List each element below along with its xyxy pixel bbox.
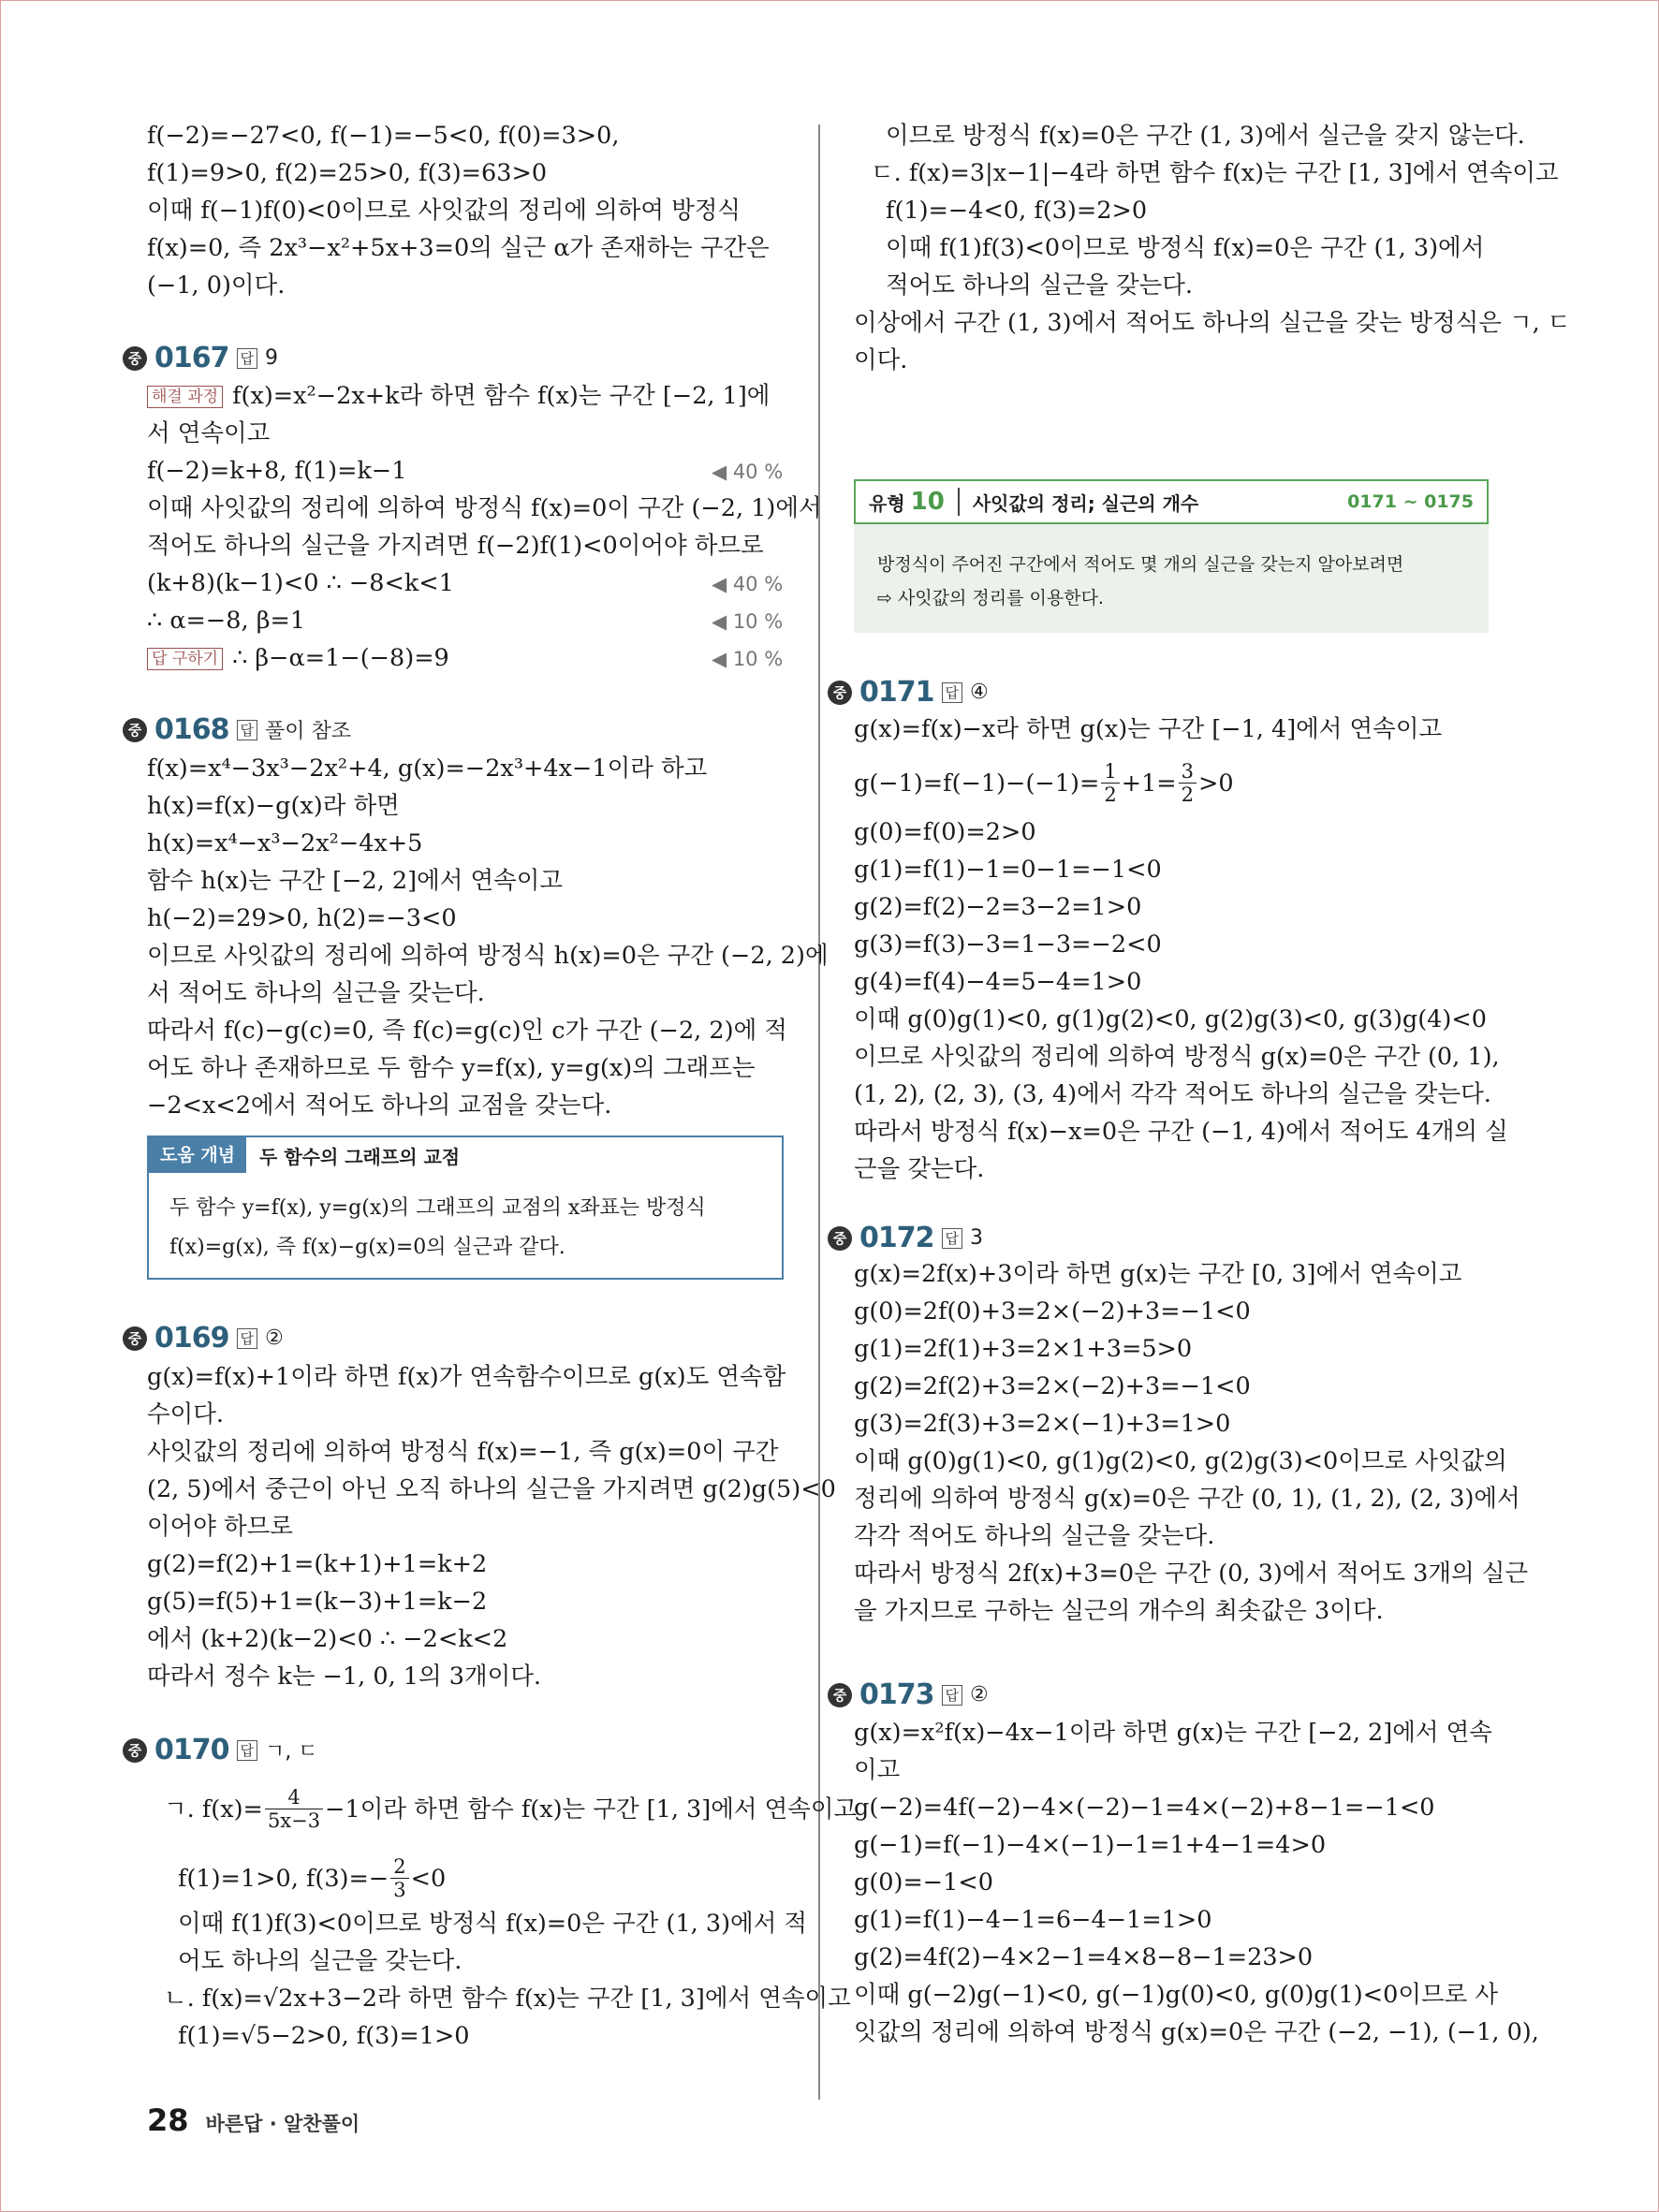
solution-line [164,1786,857,1832]
problem-number: 0168 [154,713,229,746]
solution-line: 이때 g(0)g(1)<0, g(1)g(2)<0, g(2)g(3)<0, g(3)g(4)<0 [854,1005,1487,1033]
difficulty-badge: 중 [123,1738,147,1763]
solution-line: 근을 갖는다. [854,1155,985,1183]
answer-value: 풀이 참조 [265,720,352,743]
solution-line: g(5)=f(5)+1=(k−3)+1=k−2 [147,1588,488,1616]
solution-line: (1, 2), (2, 3), (3, 4)에서 각각 적어도 하나의 실근을 갖는다. [854,1080,1491,1108]
solution-line: 을 가지므로 구하는 실근의 개수의 최솟값은 3이다. [854,1597,1384,1625]
answer-value: ④ [970,681,989,704]
answer-tag: 답 [942,1228,963,1249]
solution-line: h(x)=x⁴−x³−2x²−4x+5 [147,829,423,857]
problem-number: 0169 [154,1322,229,1355]
solution-text: >0 [1198,769,1234,798]
solution-line: g(3)=f(3)−3=1−3=−2<0 [854,930,1162,959]
solution-line: 따라서 방정식 2f(x)+3=0은 구간 (0, 3)에서 적어도 3개의 실근 [854,1560,1529,1588]
solution-text: ∴ β−α=1−(−8)=9 [232,644,449,672]
answer-value: ② [970,1683,989,1707]
solution-text: −1이라 하면 함수 f(x)는 구간 [1, 3]에서 연속이고 [325,1795,858,1824]
fraction-denominator: 3 [390,1878,408,1901]
solution-line: g(2)=2f(2)+3=2×(−2)+3=−1<0 [854,1372,1251,1400]
page-number: 28 [147,2102,189,2138]
solution-line: 이때 g(−2)g(−1)<0, g(−1)g(0)<0, g(0)g(1)<0이므로 사 [854,1981,1498,2009]
solution-line: h(x)=f(x)−g(x)라 하면 [147,792,400,820]
answer-tag: 답 [942,682,963,703]
answer-tag: 답 [942,1685,963,1706]
solution-line: 이때 g(0)g(1)<0, g(1)g(2)<0, g(2)g(3)<0이므로 사잇값의 [854,1447,1507,1475]
solution-line: g(x)=2f(x)+3이라 하면 g(x)는 구간 [0, 3]에서 연속이고 [854,1260,1462,1288]
fraction-denominator: 2 [1179,783,1197,806]
difficulty-badge: 중 [123,1326,147,1351]
problem-0171-header [828,676,989,709]
type-title: 사잇값의 정리; 실근의 개수 [972,491,1199,515]
solution-line: 이때 f(1)f(3)<0이므로 방정식 f(x)=0은 구간 (1, 3)에서 적 [178,1910,808,1938]
solution-line: 이고 [854,1756,901,1784]
score-percent: ◀ 10 % [712,610,784,633]
solution-line: g(x)=x²f(x)−4x−1이라 하면 g(x)는 구간 [−2, 2]에서 연속 [854,1719,1492,1747]
solution-line: 서 적어도 하나의 실근을 갖는다. [147,979,485,1007]
answer-tag: 답 [237,1740,258,1761]
solution-line: −2<x<2에서 적어도 하나의 교점을 갖는다. [147,1091,612,1120]
solution-text: +1= [1121,769,1177,798]
solution-line: 이어야 하므로 [147,1513,293,1541]
solution-line: g(−2)=4f(−2)−4×(−2)−1=4×(−2)+8−1=−1<0 [854,1794,1435,1822]
solution-line [178,1855,446,1901]
type-range: 0171 ~ 0175 [1347,491,1474,512]
difficulty-badge: 중 [828,1226,852,1251]
fraction-numerator: 1 [1104,760,1117,783]
solution-text: f(1)=1>0, f(3)=− [178,1864,389,1893]
solution-line: g(0)=−1<0 [854,1868,993,1897]
solution-text: f(x)=x²−2x+k라 하면 함수 f(x)는 구간 [−2, 1]에 [232,382,771,410]
concept-line: 두 함수 y=f(x), y=g(x)의 그래프의 교점의 x좌표는 방정식 [169,1196,706,1220]
type-section-box [854,479,1489,633]
solution-line: g(0)=2f(0)+3=2×(−2)+3=−1<0 [854,1297,1251,1326]
solution-line: f(−2)=k+8, f(1)=k−1 [147,457,407,485]
score-percent: ◀ 40 % [712,573,784,595]
solution-line: g(4)=f(4)−4=5−4=1>0 [854,968,1142,996]
solution-line: 따라서 방정식 f(x)−x=0은 구간 (−1, 4)에서 적어도 4개의 실 [854,1118,1508,1146]
solution-line: h(−2)=29>0, h(2)=−3<0 [147,904,457,932]
solution-line: 적어도 하나의 실근을 가지려면 f(−2)f(1)<0이어야 하므로 [147,532,764,560]
solution-line: 따라서 정수 k는 −1, 0, 1의 3개이다. [147,1663,541,1691]
fraction-denominator: 2 [1101,783,1119,806]
solution-line: 이다. [854,346,908,374]
fraction [1101,760,1119,806]
answer-value: 3 [970,1226,983,1250]
fraction-denominator: 5x−3 [265,1809,323,1832]
type-description: 방정식이 주어진 구간에서 적어도 몇 개의 실근을 갖는지 알아보려면 [877,554,1404,575]
solution-line: 이상에서 구간 (1, 3)에서 적어도 하나의 실근을 갖는 방정식은 ㄱ, ㄷ [854,309,1571,337]
solution-line: g(x)=f(x)−x라 하면 g(x)는 구간 [−1, 4]에서 연속이고 [854,715,1443,743]
solution-line: g(x)=f(x)+1이라 하면 f(x)가 연속함수이므로 g(x)도 연속함 [147,1363,786,1391]
problem-number: 0172 [859,1222,934,1254]
solution-line: 적어도 하나의 실근을 갖는다. [886,271,1194,300]
solution-line: 이때 f(1)f(3)<0이므로 방정식 f(x)=0은 구간 (1, 3)에서 [886,234,1485,262]
solution-line: 이므로 방정식 f(x)=0은 구간 (1, 3)에서 실근을 갖지 않는다. [886,122,1525,150]
help-concept-box [147,1135,784,1280]
answer-tag: 답 [237,1328,258,1349]
solution-line: ㄷ. f(x)=3|x−1|−4라 하면 함수 f(x)는 구간 [1, 3]에서 연속이고 [871,159,1559,187]
solution-line: 사잇값의 정리에 의하여 방정식 f(x)=−1, 즉 g(x)=0이 구간 [147,1438,779,1466]
solution-line: 이므로 사잇값의 정리에 의하여 방정식 g(x)=0은 구간 (0, 1), [854,1043,1500,1071]
solution-line: g(1)=2f(1)+3=2×1+3=5>0 [854,1335,1193,1363]
answer-value: 9 [265,346,278,370]
solution-line: g(0)=f(0)=2>0 [854,818,1036,846]
solution-line: (k+8)(k−1)<0 ∴ −8<k<1 [147,569,454,597]
concept-header [149,1137,460,1173]
fraction [390,1855,408,1901]
solution-line: 이때 사잇값의 정리에 의하여 방정식 f(x)=0이 구간 (−2, 1)에서 [147,494,822,522]
problem-number: 0171 [859,676,934,709]
solution-line [147,642,449,674]
solution-line: 함수 h(x)는 구간 [−2, 2]에서 연속이고 [147,867,564,895]
intro-line: f(1)=9>0, f(2)=25>0, f(3)=63>0 [147,159,548,187]
solution-line: f(x)=x⁴−3x³−2x²+4, g(x)=−2x³+4x−1이라 하고 [147,754,708,783]
type-number: 10 [910,488,945,516]
type-header [854,479,1489,524]
solution-line: 어도 하나의 실근을 갖는다. [178,1947,462,1975]
problem-0167-header [123,342,278,374]
solution-line: 에서 (k+2)(k−2)<0 ∴ −2<k<2 [147,1625,508,1653]
intro-line: (−1, 0)이다. [147,271,286,300]
solution-line: 수이다. [147,1400,225,1428]
fraction-numerator: 3 [1181,760,1195,783]
solution-line [854,760,1234,806]
score-percent: ◀ 40 % [712,461,784,483]
intro-line: 이때 f(−1)f(0)<0이므로 사잇값의 정리에 의하여 방정식 [147,197,741,225]
solution-line: g(3)=2f(3)+3=2×(−1)+3=1>0 [854,1410,1231,1438]
problem-0168-header [123,713,351,746]
solution-line: 각각 적어도 하나의 실근을 갖는다. [854,1522,1215,1550]
type-description: ⇨ 사잇값의 정리를 이용한다. [877,588,1104,608]
solution-line: 어도 하나 존재하므로 두 함수 y=f(x), y=g(x)의 그래프는 [147,1054,756,1082]
difficulty-badge: 중 [828,681,852,705]
solution-line [147,380,770,412]
solution-line: 잇값의 정리에 의하여 방정식 g(x)=0은 구간 (−2, −1), (−1, 0), [854,2018,1539,2046]
answer-tag: 답 [237,348,258,369]
solution-line: ∴ α=−8, β=1 [147,607,306,635]
solution-text: ㄱ. f(x)= [164,1795,263,1824]
concept-title: 두 함수의 그래프의 교점 [259,1145,461,1168]
solution-text: <0 [410,1864,447,1893]
book-title: 바른답 · 알찬풀이 [205,2113,360,2135]
step-tag: 해결 과정 [147,386,223,408]
difficulty-badge: 중 [123,346,147,371]
problem-0173-header [828,1678,989,1711]
page-footer [147,2102,360,2138]
intro-line: f(x)=0, 즉 2x³−x²+5x+3=0의 실근 α가 존재하는 구간은 [147,234,770,262]
solution-line: g(2)=f(2)−2=3−2=1>0 [854,893,1142,921]
problem-number: 0170 [154,1734,229,1766]
solution-line: g(2)=4f(2)−4×2−1=4×8−8−1=23>0 [854,1943,1314,1971]
answer-value: ② [265,1326,284,1350]
concept-label: 도움 개념 [149,1137,246,1173]
step-tag: 답 구하기 [147,648,223,670]
fraction-numerator: 2 [393,1855,406,1878]
problem-0172-header [828,1222,983,1254]
intro-line: f(−2)=−27<0, f(−1)=−5<0, f(0)=3>0, [147,122,620,150]
solution-line: f(1)=√5−2>0, f(3)=1>0 [178,2022,470,2050]
difficulty-badge: 중 [123,718,147,742]
problem-0170-header [123,1734,318,1766]
solution-line: f(1)=−4<0, f(3)=2>0 [886,197,1148,225]
answer-value: ㄱ, ㄷ [265,1740,318,1764]
fraction-numerator: 4 [287,1786,301,1809]
difficulty-badge: 중 [828,1683,852,1707]
solution-line: 따라서 f(c)−g(c)=0, 즉 f(c)=g(c)인 c가 구간 (−2, 2)에 적 [147,1017,787,1045]
problem-0169-header [123,1322,284,1355]
solution-line: ㄴ. f(x)=√2x+3−2라 하면 함수 f(x)는 구간 [1, 3]에서 연속이고 [164,1985,851,2013]
fraction [265,1786,323,1832]
solution-text: g(−1)=f(−1)−(−1)= [854,769,1100,798]
problem-number: 0167 [154,342,229,374]
solution-line: g(2)=f(2)+1=(k+1)+1=k+2 [147,1550,488,1578]
solution-line: 서 연속이고 [147,419,271,447]
solution-line: g(1)=f(1)−4−1=6−4−1=1>0 [854,1906,1212,1934]
type-separator [958,488,960,516]
solution-line: g(−1)=f(−1)−4×(−1)−1=1+4−1=4>0 [854,1831,1327,1859]
solution-line: 이므로 사잇값의 정리에 의하여 방정식 h(x)=0은 구간 (−2, 2)에 [147,942,829,970]
fraction [1179,760,1197,806]
solution-line: g(1)=f(1)−1=0−1=−1<0 [854,856,1162,884]
score-percent: ◀ 10 % [712,648,784,670]
answer-tag: 답 [237,720,258,740]
problem-number: 0173 [859,1678,934,1711]
solution-line: (2, 5)에서 중근이 아닌 오직 하나의 실근을 가지려면 g(2)g(5)<0 [147,1475,836,1503]
type-label: 유형 [869,491,905,515]
solution-line: 정리에 의하여 방정식 g(x)=0은 구간 (0, 1), (1, 2), (2, 3)에서 [854,1485,1520,1513]
concept-line: f(x)=g(x), 즉 f(x)−g(x)=0의 실근과 같다. [169,1236,565,1259]
